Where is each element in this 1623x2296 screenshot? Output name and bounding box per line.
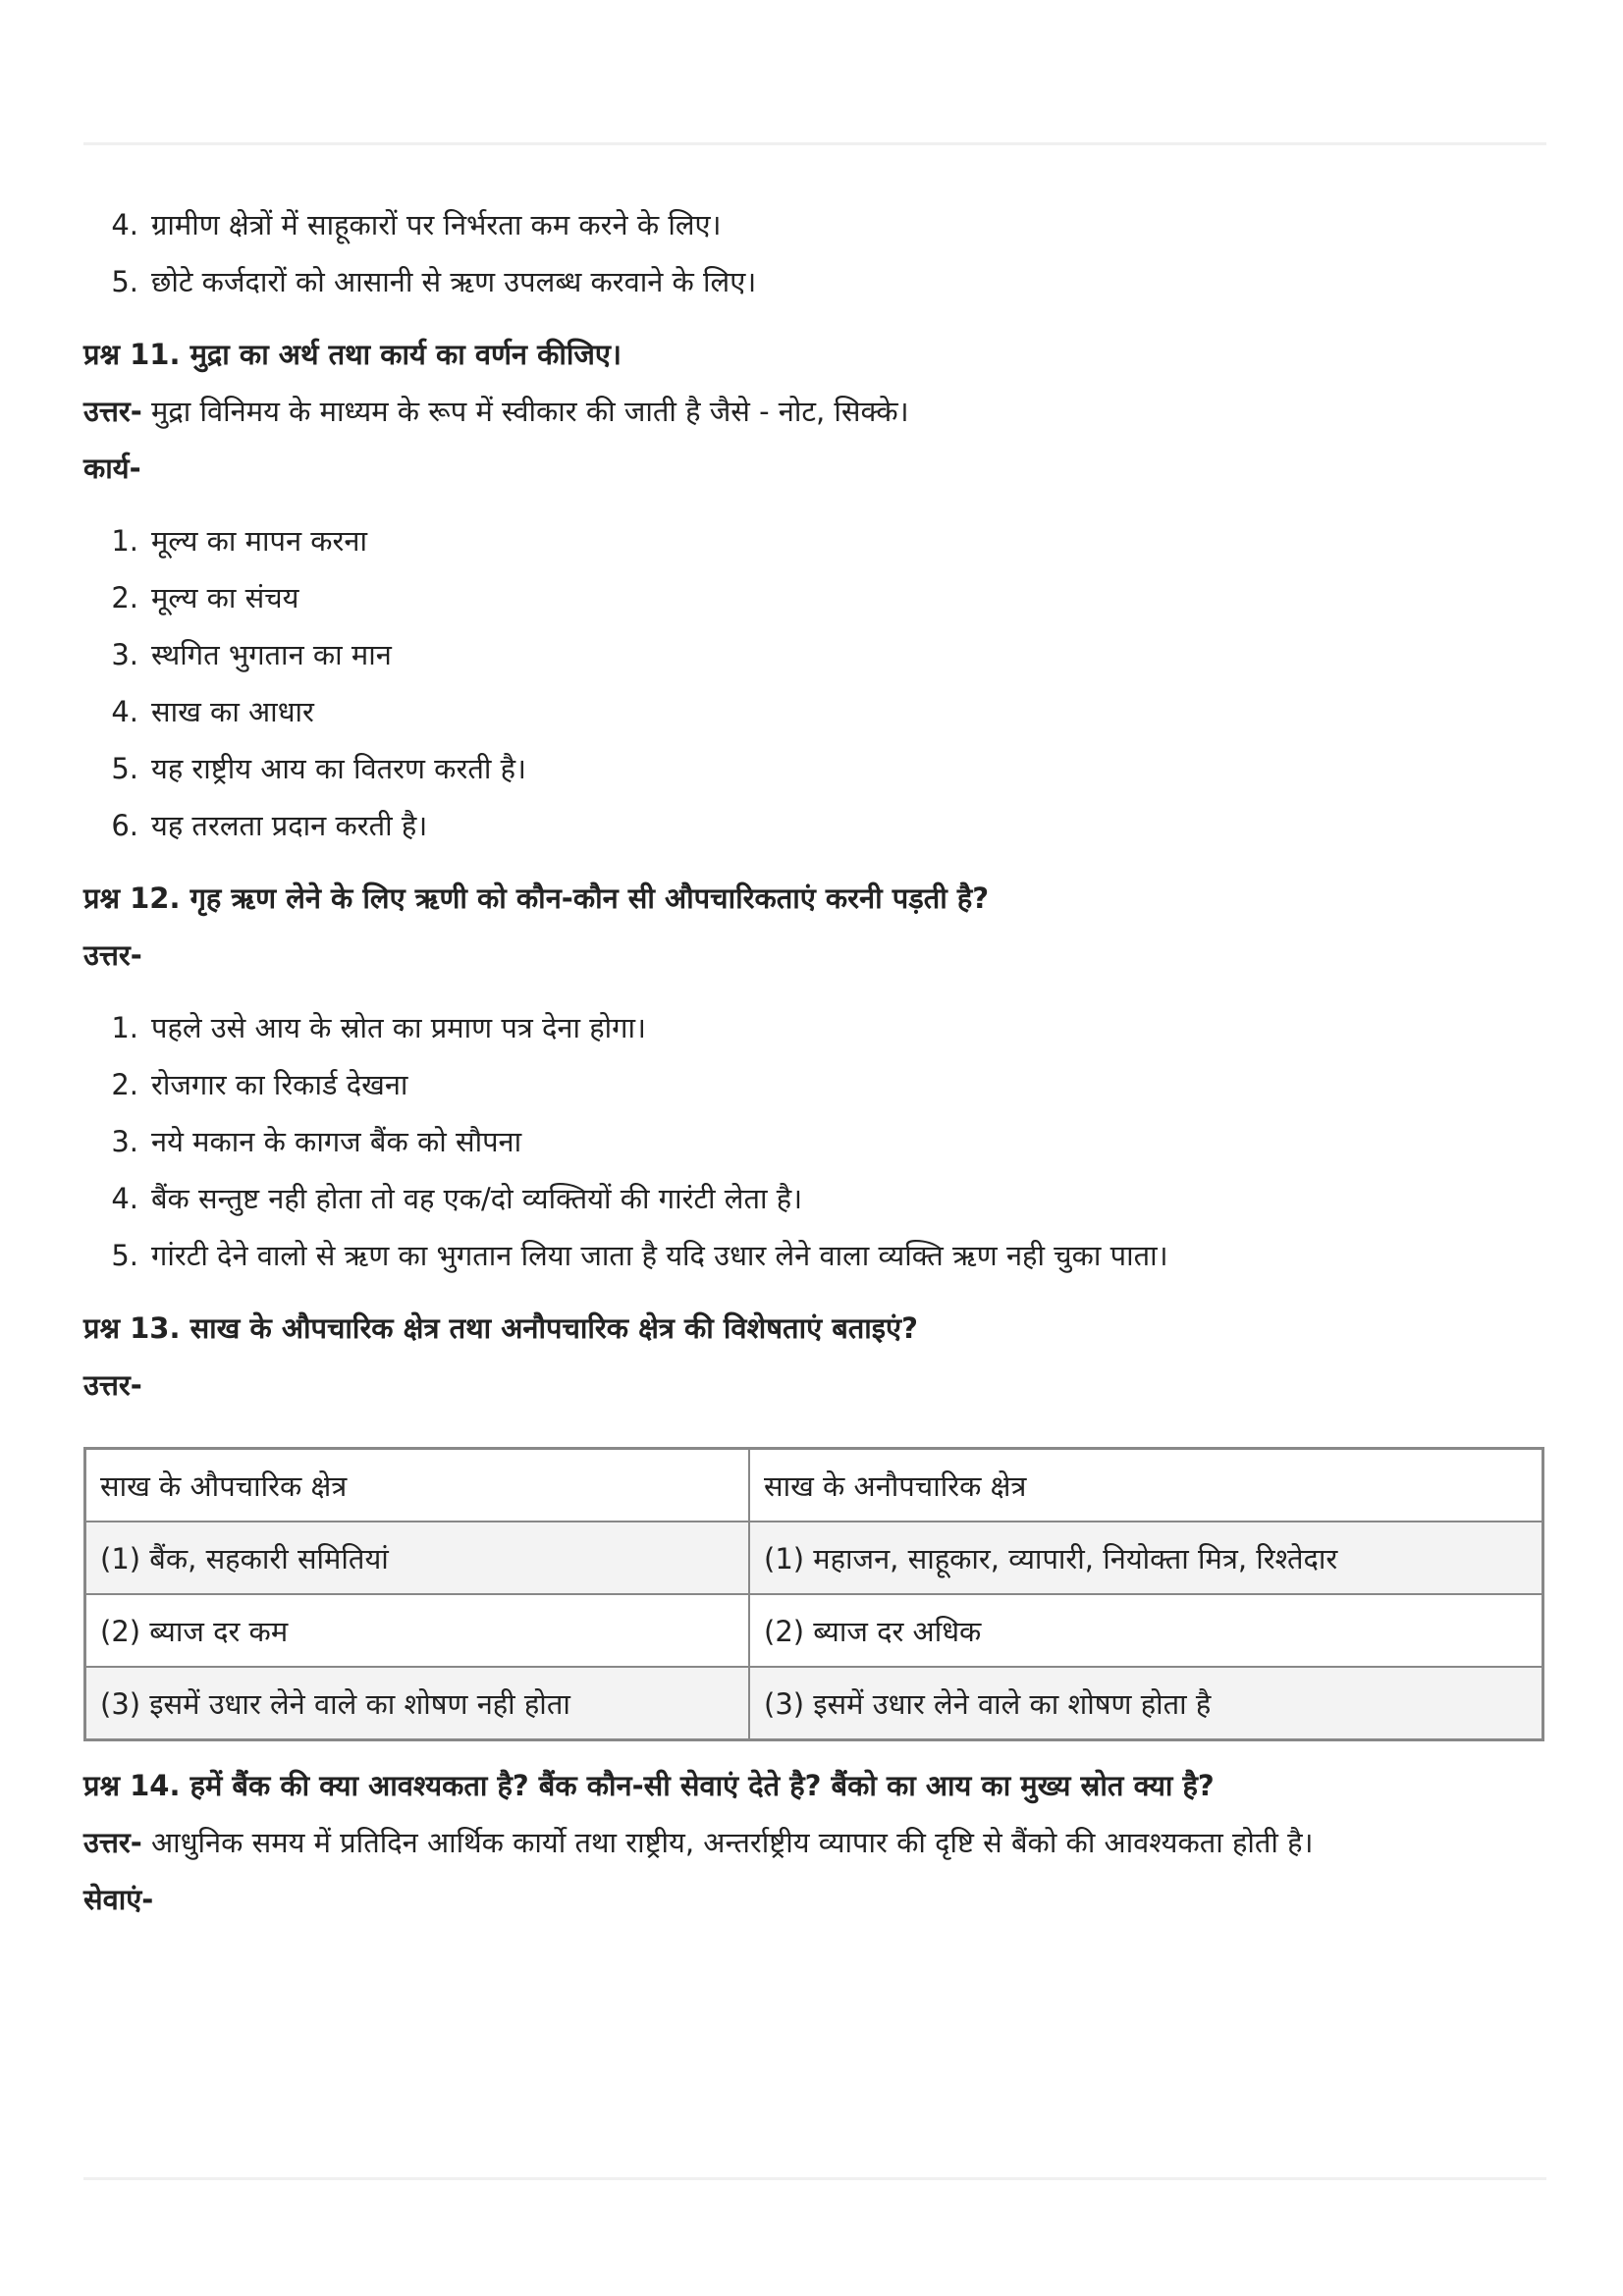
answer-11: उत्तर- मुद्रा विनिमय के माध्यम के रूप में स्वीकार की जाती है जैसे - नोट, सिक्के। [83,395,909,428]
answer-13 [83,1357,1546,1414]
table-cell: (3) इसमें उधार लेने वाले का शोषण नही होता [85,1667,750,1740]
list-item: 3. नये मकान के कागज बैंक को सौपना [111,1125,522,1158]
list-item: 5. छोटे कर्जदारों को आसानी से ऋण उपलब्ध करवाने के लिए। [111,265,757,298]
sub-heading-services: सेवाएं- [83,1883,154,1916]
question-13: प्रश्न 13. साख के औपचारिक क्षेत्र तथा अनौपचारिक क्षेत्र की विशेषताएं बताइएं? [83,1311,918,1345]
question-11: प्रश्न 11. मुद्रा का अर्थ तथा कार्य का वर्णन कीजिए। [83,338,622,371]
table-cell: (1) बैंक, सहकारी समितियां [85,1522,750,1594]
answer-label: उत्तर- [83,1826,142,1859]
answer-14: उत्तर- आधुनिक समय में प्रतिदिन आर्थिक कार्यो तथा राष्ट्रीय, अन्तर्राष्ट्रीय व्यापार की दृष्टि से बैंको की आवश्यकता होती है। [83,1826,1314,1859]
table-row [85,1594,1543,1667]
bottom-divider [83,2177,1546,2180]
list-item: 4. ग्रामीण क्षेत्रों में साहूकारों पर निर्भरता कम करने के लिए। [111,208,722,241]
answer-label: उत्तर- [83,938,142,972]
answer-12 [83,927,1546,984]
question-14: प्रश्न 14. हमें बैंक की क्या आवश्यकता है? बैंक कौन-सी सेवाएं देते है? बैंको का आय का मुख्य स्रोत क्या है? [83,1769,1215,1802]
table-cell: (3) इसमें उधार लेने वाले का शोषण होता है [749,1667,1543,1740]
answer-label: उत्तर- [83,395,142,428]
question-12: प्रश्न 12. गृह ऋण लेने के लिए ऋणी को कौन-कौन सी औपचारिकताएं करनी पड़ती है? [83,881,990,915]
table-header-cell: साख के अनौपचारिक क्षेत्र [749,1449,1543,1522]
table-header-cell: साख के औपचारिक क्षेत्र [85,1449,750,1522]
list-item: 2. रोजगार का रिकार्ड देखना [111,1068,408,1101]
list-item: 1. मूल्य का मापन करना [111,524,368,558]
formalities-list [83,999,1546,1284]
sub-heading-functions: कार्य- [83,452,141,485]
table-row [85,1667,1543,1740]
list-item: 3. स्थगित भुगतान का मान [111,638,392,671]
credit-sectors-table [83,1447,1544,1741]
list-item: 2. मूल्य का संचय [111,581,299,614]
document-body [83,196,1546,1928]
list-item: 6. यह तरलता प्रदान करती है। [111,809,428,842]
list-item: 5. यह राष्ट्रीय आय का वितरण करती है। [111,752,526,785]
list-continued [83,196,1546,310]
answer-label: उत्तर- [83,1368,142,1402]
top-divider [83,142,1546,145]
list-item: 5. गांरटी देने वालो से ऋण का भुगतान लिया जाता है यदि उधार लेने वाला व्यक्ति ऋण नही चुका पाता। [111,1239,1168,1272]
list-item: 4. साख का आधार [111,695,314,728]
table-row [85,1522,1543,1594]
table-cell: (2) ब्याज दर कम [85,1594,750,1667]
list-item: 1. पहले उसे आय के स्रोत का प्रमाण पत्र देना होगा। [111,1011,646,1044]
table-cell: (1) महाजन, साहूकार, व्यापारी, नियोक्ता मित्र, रिश्तेदार [749,1522,1543,1594]
table-cell: (2) ब्याज दर अधिक [749,1594,1543,1667]
table-header-row [85,1449,1543,1522]
list-item: 4. बैंक सन्तुष्ट नही होता तो वह एक/दो व्यक्तियों की गारंटी लेता है। [111,1182,803,1215]
functions-list [83,512,1546,854]
